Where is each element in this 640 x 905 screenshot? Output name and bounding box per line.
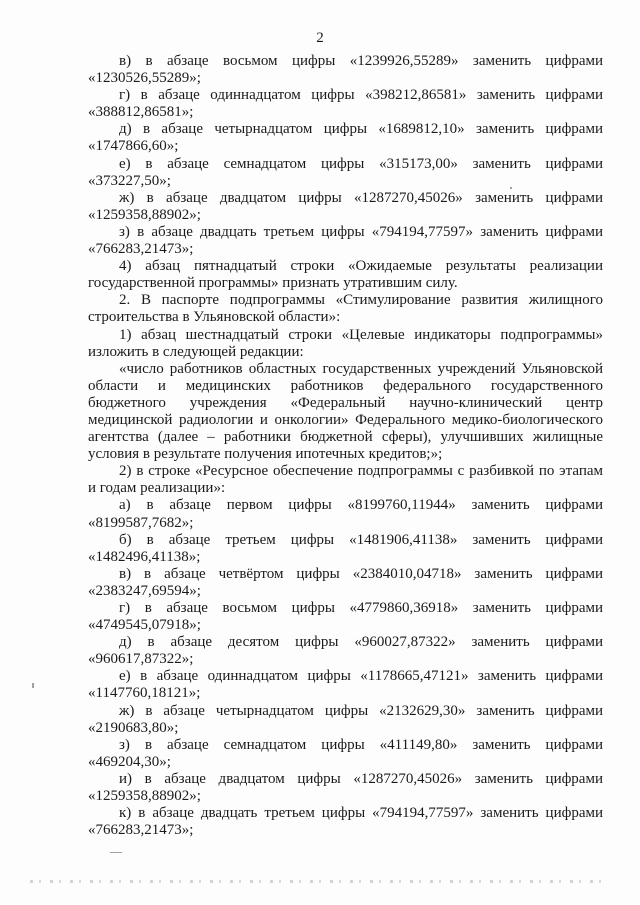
paragraph: г) в абзаце одиннадцатом цифры «398212,86581» заменить цифрами «388812,86581»;: [88, 87, 603, 121]
scan-speck: [510, 187, 512, 189]
paragraph: 2) в строке «Ресурсное обеспечение подпрограммы с разбивкой по этапам и годам реализации»:: [88, 463, 603, 497]
scan-speck: [32, 683, 34, 688]
paragraph: а) в абзаце первом цифры «8199760,11944» заменить цифрами «8199587,7682»;: [88, 497, 603, 531]
paragraph: и) в абзаце двадцатом цифры «1287270,45026» заменить цифрами «1259358,88902»;: [88, 770, 603, 805]
paragraph: 2. В паспорте подпрограммы «Стимулирование развития жилищного строительства в Ульяновской области»:: [88, 292, 603, 326]
paragraph: е) в абзаце семнадцатом цифры «315173,00» заменить цифрами «373227,50»;: [88, 155, 603, 189]
paragraph: е) в абзаце одиннадцатом цифры «1178665,47121» заменить цифрами «1147760,18121»;: [88, 668, 603, 702]
paragraph: 4) абзац пятнадцатый строки «Ожидаемые результаты реализации государственной программы» признать утратившим силу.: [88, 258, 603, 292]
paragraph: ж) в абзаце четырнадцатом цифры «2132629,30» заменить цифрами «2190683,80»;: [88, 702, 603, 736]
scan-edge-noise: [30, 880, 610, 883]
document-body: [88, 53, 603, 839]
paragraph: 1) абзац шестнадцатый строки «Целевые индикаторы подпрограммы» изложить в следующей редакции:: [88, 326, 603, 360]
page-number: 2: [316, 30, 324, 46]
paragraph: з) в абзаце двадцать третьем цифры «794194,77597» заменить цифрами «766283,21473»;: [88, 223, 603, 258]
paragraph: г) в абзаце восьмом цифры «4779860,36918» заменить цифрами «4749545,07918»;: [88, 600, 603, 634]
paragraph: д) в абзаце десятом цифры «960027,87322» заменить цифрами «960617,87322»;: [88, 634, 603, 668]
paragraph: з) в абзаце семнадцатом цифры «411149,80» заменить цифрами «469204,30»;: [88, 736, 603, 770]
paragraph: в) в абзаце четвёртом цифры «2384010,04718» заменить цифрами «2383247,69594»;: [88, 565, 603, 599]
paragraph: к) в абзаце двадцать третьем цифры «794194,77597» заменить цифрами «766283,21473»;: [88, 805, 603, 839]
quoted-paragraph: «число работников областных государственных учреждений Ульяновской области и медицинских работников федерального государственного бюджетного учреждения «Федеральный научно-клинический центр медицинской радиологии и онкологии» Федерального медико-биологического агентства (далее – работники бюджетной сферы), улучшивших жилищные условия в результате получения ипотечных кредитов;»;: [88, 360, 603, 463]
paragraph: в) в абзаце восьмом цифры «1239926,55289» заменить цифрами «1230526,55289»;: [88, 53, 603, 87]
paragraph: ж) в абзаце двадцатом цифры «1287270,45026» заменить цифрами «1259358,88902»;: [88, 189, 603, 223]
paragraph: б) в абзаце третьем цифры «1481906,41138» заменить цифрами «1482496,41138»;: [88, 531, 603, 565]
scan-speck: [110, 852, 122, 853]
paragraph: д) в абзаце четырнадцатом цифры «1689812,10» заменить цифрами «1747866,60»;: [88, 121, 603, 155]
